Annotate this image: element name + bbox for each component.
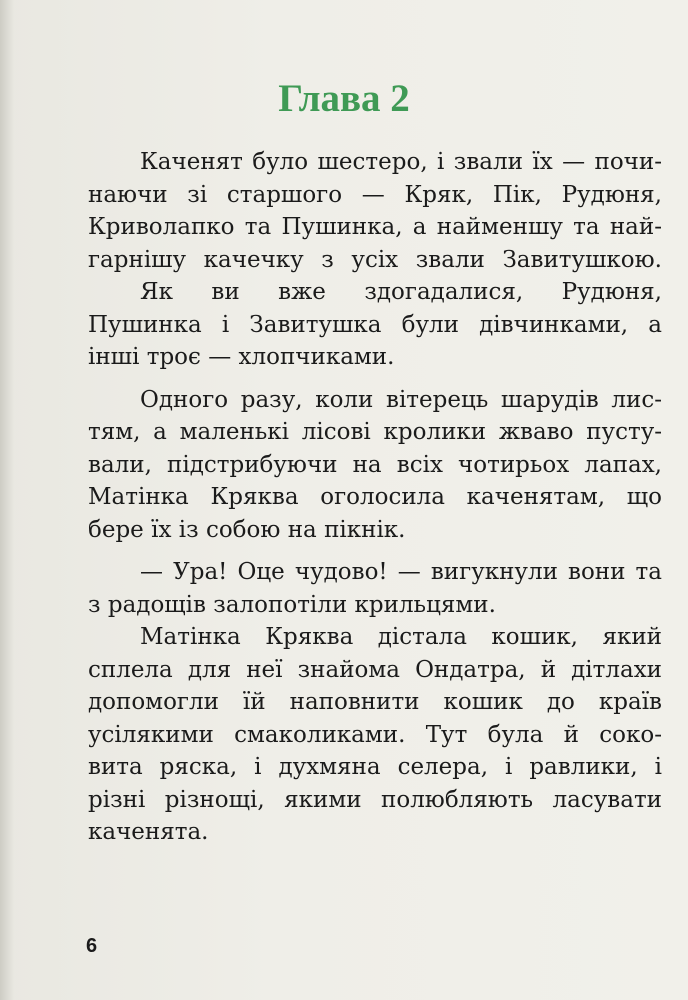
paragraph-5 (88, 621, 662, 849)
page-edge-shadow (0, 0, 14, 1000)
text-line: вали, підстрибуючи на всіх чотирьох лапах, (88, 451, 662, 478)
text-line: Матінка Кряква оголосила каченятам, що (88, 484, 662, 510)
text-line: сплела для неї знайома Ондатра, й дітлахи (88, 656, 662, 683)
text-line: гарнішу качечку з усіх звали Завитушкою. (88, 246, 662, 273)
text-line: усілякими смаколиками. Тут була й соко- (88, 721, 662, 748)
text-line: з радощів залопотіли крильцями. (88, 591, 496, 618)
paragraph-1 (88, 146, 662, 276)
text-line: вита ряска, і духмяна селера, і равлики, і (88, 754, 662, 780)
text-line: Матінка Кряква дістала кошик, який (140, 624, 662, 650)
text-line: Пушинка і Завитушка були дівчинками, а (88, 311, 662, 338)
page-number: 6 (86, 935, 98, 957)
text-line: — Ура! Оце чудово! — вигукнули вони та (140, 559, 662, 585)
text-line: каченята. (88, 819, 209, 845)
text-line: Як ви вже здогадалися, Рудюня, (140, 279, 662, 305)
text-line: допомогли їй наповнити кошик до країв (88, 689, 662, 715)
text-line: бере їх із собою на пікнік. (88, 516, 406, 543)
text-line: тям, а маленькі лісові кролики жваво пусту- (88, 419, 662, 445)
paragraph-3 (88, 384, 662, 547)
text-line: інші троє — хлопчиками. (88, 344, 395, 370)
text-line: Криволапко та Пушинка, а найменшу та най- (88, 214, 662, 240)
text-line: наючи зі старшого — Кряк, Пік, Рудюня, (88, 181, 662, 208)
paragraph-2 (88, 276, 662, 374)
text-line: Одного разу, коли вітерець шарудів лис- (140, 386, 662, 413)
body-text (88, 146, 662, 849)
chapter-title: Глава 2 (278, 77, 410, 120)
text-line: різні різнощі, якими полюбляють ласувати (88, 786, 662, 813)
text-line: Каченят було шестеро, і звали їх — почи- (140, 149, 662, 175)
paragraph-4 (88, 556, 662, 621)
